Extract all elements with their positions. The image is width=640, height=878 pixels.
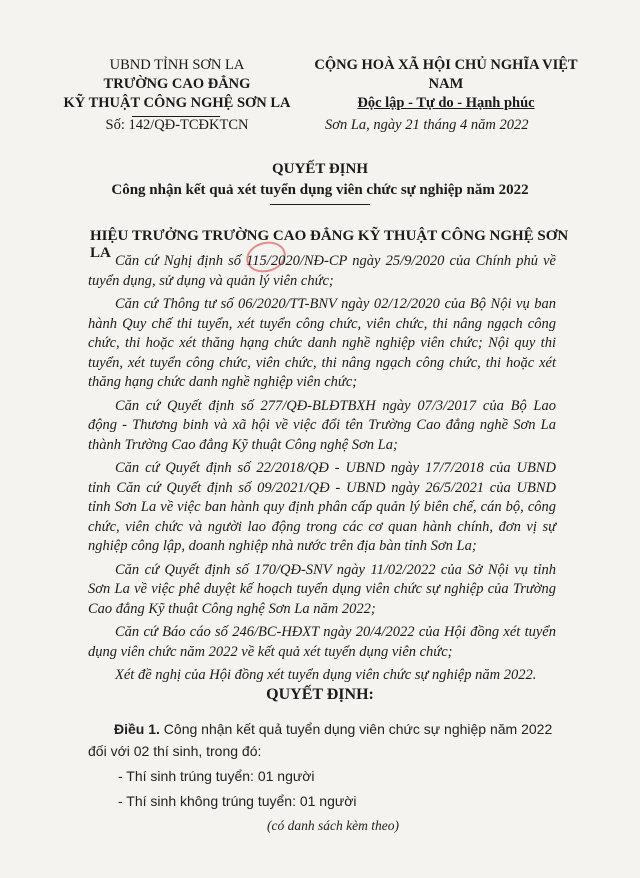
school-name-line2: KỸ THUẬT CÔNG NGHỆ SƠN LA	[63, 95, 291, 111]
basis-paragraph: Căn cứ Thông tư số 06/2020/TT-BNV ngày 02/12/2020 của Bộ Nội vụ ban hành Quy chế thi tuyển, xét tuyển công chức, viên chức, thi nâng ngạch công chức, thi hoặc xét thăng hạng chức danh nghề nghiệp viên chức; Nội quy thi tuyển, xét tuyển công chức, viên chức, thi nâng ngạch công chức, thi hoặc xét thăng hạng chức danh nghề nghiệp viên chức;	[88, 296, 556, 390]
basis-paragraph: Căn cứ Báo cáo số 246/BC-HĐXT ngày 20/4/2022 của Hội đồng xét tuyển dụng viên chức năm 2022 về kết quả xét tuyển dụng viên chức;	[88, 624, 556, 660]
national-heading	[296, 56, 596, 113]
basis-paragraph: Căn cứ Quyết định số 277/QĐ-BLĐTBXH ngày 07/3/2017 của Bộ Lao động - Thương binh và xã hội về việc đổi tên Trường Cao đẳng nghề Sơn La thành Trường Cao đẳng Kỹ thuật Công nghệ Sơn La;	[88, 397, 556, 453]
article-1	[88, 718, 558, 837]
decision-heading: QUYẾT ĐỊNH:	[266, 686, 374, 703]
national-motto: Độc lập - Tự do - Hạnh phúc	[357, 95, 535, 111]
article-1-body: Công nhận kết quả tuyển dụng viên chức sự nghiệp năm 2022 đối với 02 thí sinh, trong đó:	[88, 721, 553, 759]
list-item: - Thí sinh không trúng tuyển: 01 người	[118, 793, 357, 809]
document-number: Số: 142/QĐ-TCĐKTCN	[105, 117, 249, 133]
legal-bases	[88, 252, 556, 690]
article-1-label: Điều 1.	[114, 721, 160, 737]
decision-title	[0, 159, 640, 201]
authority-title: HIỆU TRƯỞNG TRƯỜNG CAO ĐẲNG KỸ THUẬT CÔNG NGHỆ SƠN LA	[90, 228, 569, 261]
school-name-line1: TRƯỜNG CAO ĐẲNG	[103, 76, 251, 92]
basis-paragraph: Xét đề nghị của Hội đồng xét tuyển dụng viên chức sự nghiệp năm 2022.	[115, 667, 537, 683]
decision-subject: Công nhận kết quả xét tuyển dụng viên chức sự nghiệp năm 2022	[111, 182, 529, 198]
agency-name: UBND TỈNH SƠN LA	[109, 57, 245, 73]
basis-paragraph: Căn cứ Quyết định số 170/QĐ-SNV ngày 11/02/2022 của Sở Nội vụ tỉnh Sơn La về việc phê duyệt kế hoạch tuyển dụng viên chức sự nghiệp của Trường Cao đẳng Kỹ thuật Công nghệ Sơn La năm 2022;	[88, 561, 556, 617]
attached-list-note: (có danh sách kèm theo)	[267, 818, 399, 833]
nation-name: CỘNG HOÀ XÃ HỘI CHỦ NGHĨA VIỆT NAM	[314, 57, 578, 92]
list-item: - Thí sinh trúng tuyển: 01 người	[118, 768, 315, 784]
basis-paragraph: Căn cứ Nghị định số 115/2020/NĐ-CP ngày 25/9/2020 của Chính phủ về tuyển dụng, sử dụng và quản lý viên chức;	[88, 253, 556, 289]
title-underline	[270, 204, 370, 205]
issue-date: Sơn La, ngày 21 tháng 4 năm 2022	[325, 117, 529, 133]
decision-type: QUYẾT ĐỊNH	[272, 161, 368, 177]
basis-paragraph: Căn cứ Quyết định số 22/2018/QĐ - UBND ngày 17/7/2018 của UBND tỉnh Căn cứ Quyết định số 09/2021/QĐ - UBND ngày 26/5/2021 của UBND tỉnh Sơn La về việc ban hành quy định phân cấp quản lý biên chế, cán bộ, công chức, viên chức và người lao động trong các cơ quan hành chính, đơn vị sự nghiệp công lập, doanh nghiệp nhà nước trên địa bàn tỉnh Sơn La;	[88, 460, 556, 554]
article-1-text	[88, 718, 558, 762]
issuer-block	[62, 56, 292, 135]
issuer-underline	[132, 116, 220, 117]
